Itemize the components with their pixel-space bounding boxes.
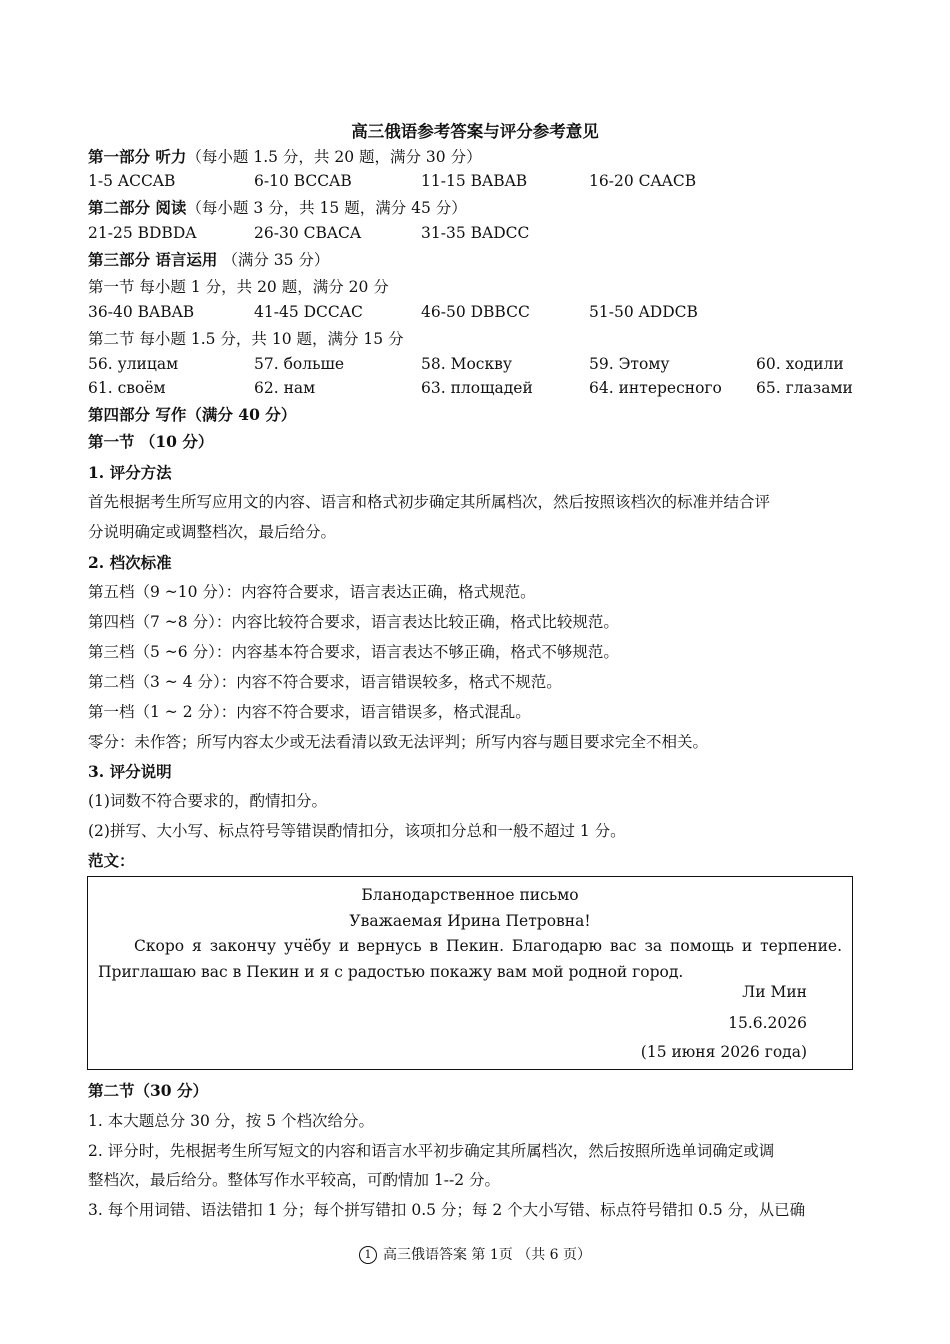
- levels-heading: 2. 档次标准: [88, 553, 172, 572]
- part1-answer: 16-20 CAACB: [589, 172, 697, 190]
- method-text: 分说明确定或调整档次，最后给分。: [88, 523, 337, 541]
- section2-item: 整档次，最后给分。整体写作水平较高，可酌情加 1--2 分。: [88, 1171, 501, 1189]
- sample-heading: 范文：: [88, 851, 135, 870]
- note-item: (1)词数不符合要求的，酌情扣分。: [88, 792, 327, 810]
- part2-heading: 第二部分 阅读: [88, 198, 187, 217]
- page-number-circle: 1: [359, 1246, 377, 1264]
- sample-date-words: (15 июня 2026 года): [640, 1043, 807, 1061]
- word-answer: 57. больше: [254, 355, 345, 373]
- part3-note: （满分 35 分）: [217, 251, 330, 269]
- word-answer: 63. площадей: [421, 379, 533, 397]
- level-item: 第三档（5 ~6 分）：内容基本符合要求，语言表达不够正确，格式不够规范。: [88, 643, 619, 661]
- part3-section1: 第一节 每小题 1 分，共 20 题，满分 20 分: [88, 278, 389, 296]
- word-answer: 64. интересного: [589, 379, 722, 397]
- word-answer: 62. нам: [254, 379, 316, 397]
- sample-body: Скоро я закончу учёбу и вернусь в Пекин. Благодарю вас за помощь и терпение. Приглашаю вас в Пекин и я с радостью покажу вам мой родной город.: [98, 937, 842, 981]
- word-answer: 58. Москву: [421, 355, 512, 373]
- level-item: 零分：未作答；所写内容太少或无法看清以致无法评判；所写内容与题目要求完全不相关。: [88, 733, 709, 751]
- part3-header: [88, 249, 329, 271]
- part3-heading: 第三部分 语言运用: [88, 250, 218, 269]
- part3-answer: 41-45 DCCAC: [254, 303, 363, 321]
- word-answer: 60. ходили: [756, 355, 844, 373]
- section2-item: 3. 每个用词错、语法错扣 1 分；每个拼写错扣 0.5 分；每 2 个大小写错、标点符号错扣 0.5 分，从已确: [88, 1201, 806, 1219]
- sample-letter-box: [87, 876, 853, 1070]
- section2-item: 1. 本大题总分 30 分，按 5 个档次给分。: [88, 1112, 375, 1130]
- word-answer: 56. улицам: [88, 355, 179, 373]
- word-answer: 59. Этому: [589, 355, 670, 373]
- sample-title: Бланодарственное письмо: [361, 886, 579, 904]
- sample-greeting: Уважаемая Ирина Петровна!: [349, 912, 591, 930]
- word-answer: 65. глазами: [756, 379, 853, 397]
- section2-item: 2. 评分时，先根据考生所写短文的内容和语言水平初步确定其所属档次，然后按照所选单词确定或调: [88, 1142, 775, 1160]
- part2-answer: 26-30 CBACA: [254, 224, 362, 242]
- note-item: (2)拼写、大小写、标点符号等错误酌情扣分，该项扣分总和一般不超过 1 分。: [88, 822, 626, 840]
- notes-heading: 3. 评分说明: [88, 762, 172, 781]
- part2-answer: 31-35 BADCC: [421, 224, 530, 242]
- page-title: 高三俄语参考答案与评分参考意见: [351, 122, 599, 141]
- page-footer: [0, 1244, 950, 1264]
- part4-heading: 第四部分 写作（满分 40 分）: [88, 405, 297, 424]
- part1-heading: 第一部分 听力: [88, 147, 187, 166]
- level-item: 第一档（1 ~ 2 分）：内容不符合要求，语言错误多，格式混乱。: [88, 703, 531, 721]
- part4-section2-heading: 第二节（30 分）: [88, 1081, 208, 1100]
- part3-answer: 36-40 BABAB: [88, 303, 195, 321]
- method-heading: 1. 评分方法: [88, 463, 172, 482]
- part4-section1-heading: 第一节 （10 分）: [88, 432, 214, 451]
- level-item: 第五档（9 ~10 分）：内容符合要求，语言表达正确，格式规范。: [88, 583, 536, 601]
- part1-answer: 1-5 ACCAB: [88, 172, 176, 190]
- word-answer: 61. своём: [88, 379, 166, 397]
- part3-section2: 第二节 每小题 1.5 分，共 10 题，满分 15 分: [88, 330, 404, 348]
- part1-header: [88, 146, 482, 168]
- part2-header: [88, 197, 467, 219]
- level-item: 第二档（3 ~ 4 分）：内容不符合要求，语言错误较多，格式不规范。: [88, 673, 562, 691]
- part3-answer: 51-50 ADDCB: [589, 303, 698, 321]
- method-text: 首先根据考生所写应用文的内容、语言和格式初步确定其所属档次，然后按照该档次的标准并结合评: [88, 493, 771, 511]
- part3-answer: 46-50 DBBCC: [421, 303, 530, 321]
- sample-date: 15.6.2026: [728, 1014, 807, 1032]
- footer-text: 高三俄语答案 第 1页 （共 6 页）: [382, 1247, 592, 1263]
- part1-answer: 6-10 BCCAB: [254, 172, 352, 190]
- sample-signature: Ли Мин: [742, 983, 807, 1001]
- part2-note: （每小题 3 分，共 15 题，满分 45 分）: [186, 199, 467, 217]
- part1-answer: 11-15 BABAB: [421, 172, 528, 190]
- part2-answer: 21-25 BDBDA: [88, 224, 197, 242]
- level-item: 第四档（7 ~8 分）：内容比较符合要求，语言表达比较正确，格式比较规范。: [88, 613, 619, 631]
- part1-note: （每小题 1.5 分，共 20 题，满分 30 分）: [186, 148, 482, 166]
